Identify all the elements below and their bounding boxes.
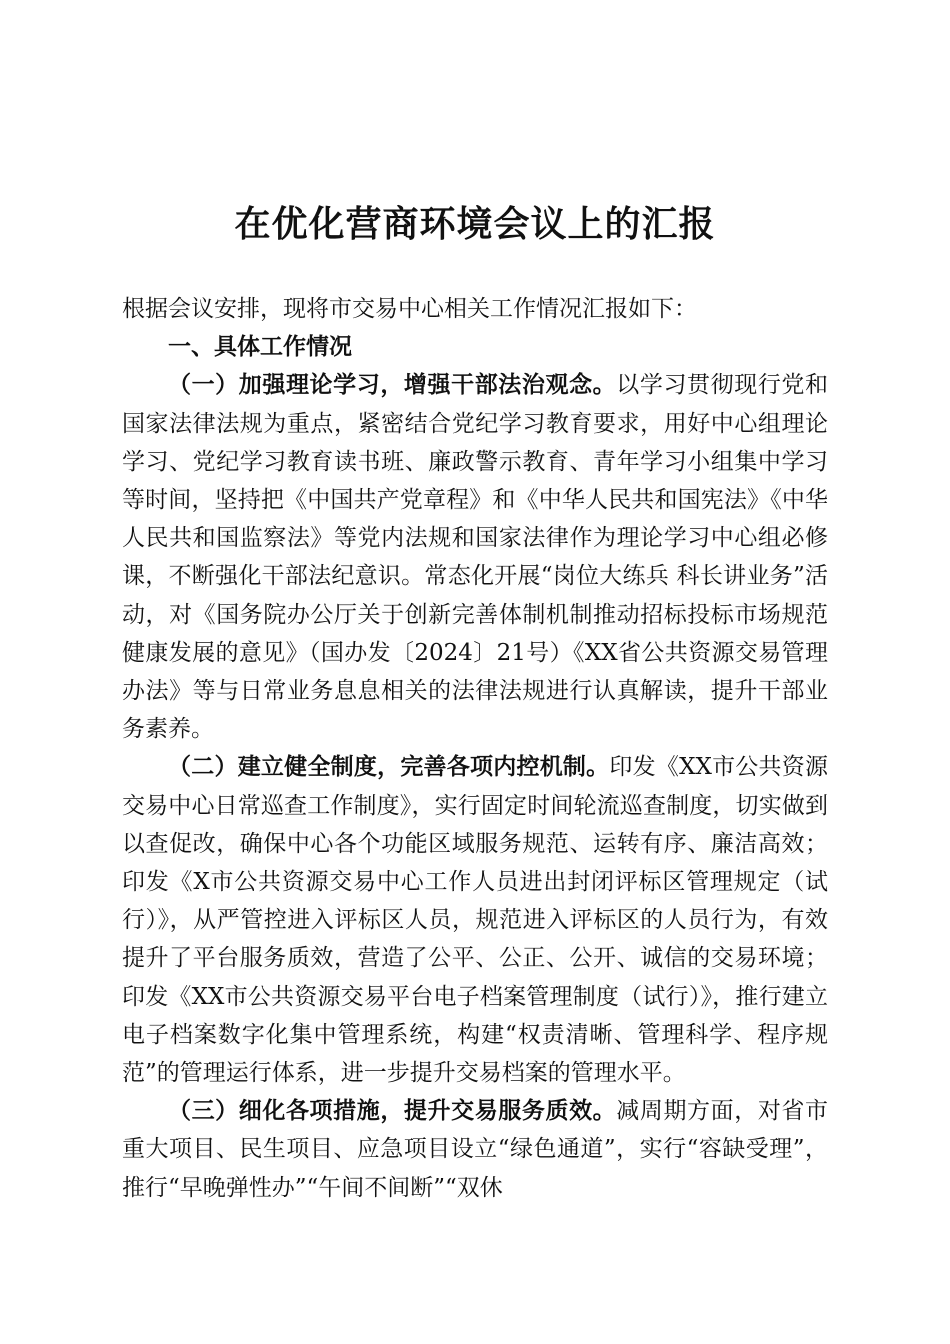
paragraph-text: 印发《XX市公共资源交易中心日常巡查工作制度》，实行固定时间轮流巡查制度，切实做到以查促改，确保中心各个功能区域服务规范、运转有序、廉洁高效；印发《X市公共资源交易中心工作人员进出封闭评标区管理规定（试行）》，从严管控进入评标区人员，规范进入评标区的人员行为，有效提升了平台服务质效，营造了公平、公正、公开、诚信的交易环境；印发《XX市公共资源交易平台电子档案管理制度（试行）》，推行建立电子档案数字化集中管理系统，构建“权责清晰、管理科学、程序规范”的管理运行体系，进一步提升交易档案的管理水平。 [122, 754, 829, 1087]
paragraph-lead: （三）细化各项措施，提升交易服务质效。 [168, 1097, 617, 1125]
paragraph-1 [122, 366, 828, 748]
document-body [122, 290, 828, 1207]
paragraph-text: 以学习贯彻现行党和国家法律法规为重点，紧密结合党纪学习教育要求，用好中心组理论学习、党纪学习教育读书班、廉政警示教育、青年学习小组集中学习等时间，坚持把《中国共产党章程》和《中华人民共和国宪法》《中华人民共和国监察法》等党内法规和国家法律作为理论学习中心组必修课，不断强化干部法纪意识。常态化开展“岗位大练兵 科长讲业务”活动，对《国务院办公厅关于创新完善体制机制推动招标投标市场规范健康发展的意见》（国办发〔2024〕21号）《XX省公共资源交易管理办法》等与日常业务息息相关的法律法规进行认真解读，提升干部业务素养。 [122, 372, 829, 743]
paragraph-3 [122, 1092, 828, 1207]
intro-paragraph: 根据会议安排，现将市交易中心相关工作情况汇报如下： [122, 296, 697, 322]
paragraph-lead: （二）建立健全制度，完善各项内控机制。 [168, 753, 610, 781]
section-heading: 一、具体工作情况 [168, 333, 352, 361]
document-title: 在优化营商环境会议上的汇报 [234, 203, 716, 245]
paragraph-2 [122, 748, 828, 1092]
paragraph-lead: （一）加强理论学习，增强干部法治观念。 [168, 371, 617, 399]
paragraph-text: 减周期方面，对省市重大项目、民生项目、应急项目设立“绿色通道”，实行“容缺受理”，推行“早晚弹性办”“午间不间断”“双休 [122, 1098, 829, 1201]
